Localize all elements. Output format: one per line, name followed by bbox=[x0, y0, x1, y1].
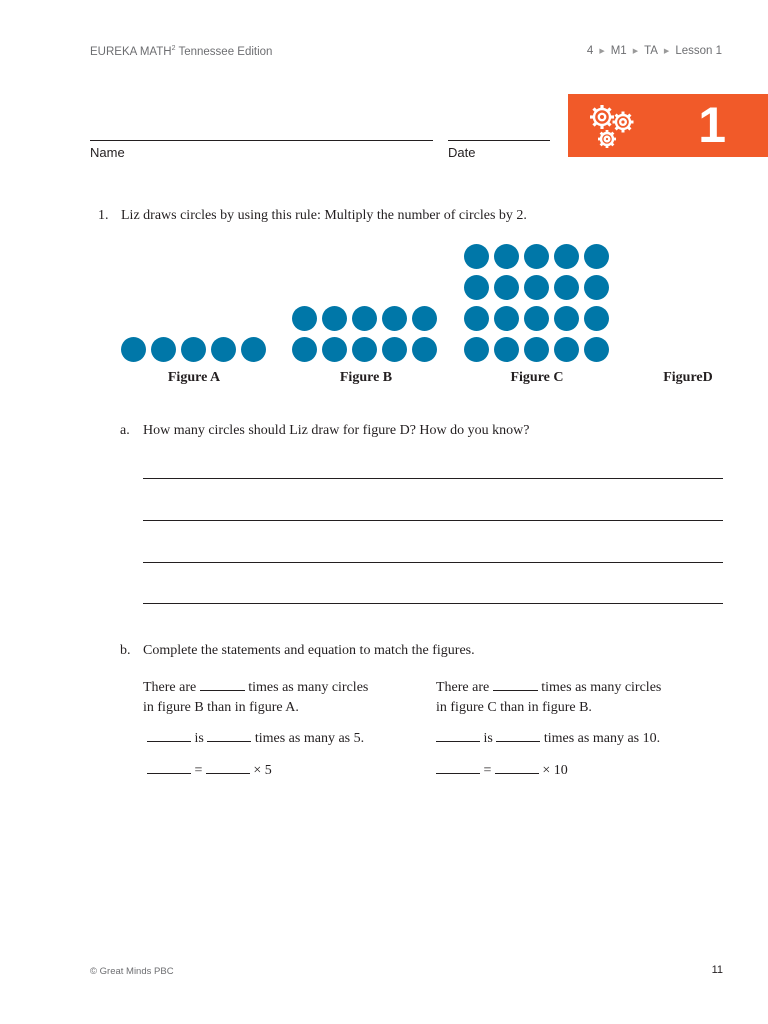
date-label: Date bbox=[448, 145, 476, 160]
figure-a-label: Figure A bbox=[167, 370, 221, 385]
problem-prompt: Liz draws circles by using this rule: Multiply the number of circles by 2. bbox=[121, 208, 527, 223]
part-b-question: Complete the statements and equation to match the figures. bbox=[143, 643, 475, 658]
circle-dot bbox=[554, 337, 579, 362]
answer-blank[interactable] bbox=[147, 727, 191, 742]
circle-dot bbox=[494, 306, 519, 331]
statement-right-1: There are times as many circles in figure C than in figure B. bbox=[436, 676, 661, 718]
circle-dot bbox=[524, 244, 549, 269]
breadcrumb-grade: 4 bbox=[586, 45, 594, 57]
circle-dot bbox=[524, 306, 549, 331]
circle-dot bbox=[554, 306, 579, 331]
circle-dot bbox=[524, 275, 549, 300]
answer-blank[interactable] bbox=[200, 676, 245, 691]
gears-icon bbox=[586, 100, 642, 152]
answer-blank[interactable] bbox=[436, 759, 480, 774]
answer-line[interactable] bbox=[143, 478, 723, 479]
circle-dot bbox=[241, 337, 266, 362]
circle-dot bbox=[382, 306, 407, 331]
circle-dot bbox=[181, 337, 206, 362]
answer-blank[interactable] bbox=[206, 759, 250, 774]
copyright: © Great Minds PBC bbox=[90, 966, 174, 977]
circle-dot bbox=[211, 337, 236, 362]
part-a-question: How many circles should Liz draw for figure D? How do you know? bbox=[143, 423, 530, 438]
answer-blank[interactable] bbox=[147, 759, 191, 774]
circle-dot bbox=[412, 337, 437, 362]
answer-line[interactable] bbox=[143, 603, 723, 604]
page-number: 11 bbox=[711, 964, 723, 976]
series-title: EUREKA MATH$^2$ Tennessee Edition bbox=[90, 45, 273, 58]
circle-dot bbox=[464, 244, 489, 269]
figure-d-label: FigureD bbox=[663, 370, 713, 385]
triangle-right-icon: ▶ bbox=[663, 48, 670, 55]
answer-line[interactable] bbox=[143, 520, 723, 521]
part-b-letter: b. bbox=[120, 643, 131, 658]
circle-dot bbox=[524, 337, 549, 362]
statement-left-2: is times as many as 5. bbox=[147, 727, 364, 749]
answer-blank[interactable] bbox=[207, 727, 251, 742]
circle-dot bbox=[382, 337, 407, 362]
name-label: Name bbox=[90, 145, 125, 160]
breadcrumb bbox=[587, 45, 722, 57]
circle-dot bbox=[292, 306, 317, 331]
circle-dot bbox=[494, 275, 519, 300]
circle-dot bbox=[464, 337, 489, 362]
circle-dot bbox=[121, 337, 146, 362]
circle-dot bbox=[464, 306, 489, 331]
circle-dot bbox=[584, 306, 609, 331]
circle-dot bbox=[151, 337, 176, 362]
circle-dot bbox=[584, 337, 609, 362]
answer-blank[interactable] bbox=[495, 759, 539, 774]
date-field[interactable] bbox=[448, 140, 550, 141]
breadcrumb-module: M1 bbox=[610, 45, 627, 57]
circle-dot bbox=[494, 244, 519, 269]
triangle-right-icon: ▶ bbox=[599, 48, 605, 55]
figure-c-label: Figure C bbox=[510, 370, 564, 385]
equation-right: = × 10 bbox=[436, 759, 568, 781]
problem-number: 1. bbox=[98, 208, 109, 223]
circle-dot bbox=[352, 337, 377, 362]
lesson-badge bbox=[568, 94, 768, 157]
answer-blank[interactable] bbox=[436, 727, 480, 742]
circle-dot bbox=[494, 337, 519, 362]
circle-dot bbox=[322, 337, 347, 362]
circle-dot bbox=[412, 306, 437, 331]
statement-left-1: There are times as many circles in figure B than in figure A. bbox=[143, 676, 368, 718]
circle-dot bbox=[352, 306, 377, 331]
circle-dot bbox=[584, 244, 609, 269]
circle-dot bbox=[554, 275, 579, 300]
breadcrumb-topic: TA bbox=[644, 45, 658, 57]
answer-blank[interactable] bbox=[496, 727, 540, 742]
answer-blank[interactable] bbox=[493, 676, 538, 691]
breadcrumb-lesson: Lesson 1 bbox=[675, 45, 722, 57]
triangle-right-icon: ▶ bbox=[632, 48, 639, 55]
equation-left: = × 5 bbox=[147, 759, 272, 781]
circle-dot bbox=[464, 275, 489, 300]
answer-line[interactable] bbox=[143, 562, 723, 563]
circle-dot bbox=[584, 275, 609, 300]
circle-dot bbox=[322, 306, 347, 331]
circle-dot bbox=[554, 244, 579, 269]
lesson-number: 1 bbox=[698, 97, 726, 153]
circle-dot bbox=[292, 337, 317, 362]
name-field[interactable] bbox=[90, 140, 433, 141]
statement-right-2: is times as many as 10. bbox=[436, 727, 660, 749]
part-a-letter: a. bbox=[120, 423, 130, 438]
figure-b-label: Figure B bbox=[339, 370, 393, 385]
